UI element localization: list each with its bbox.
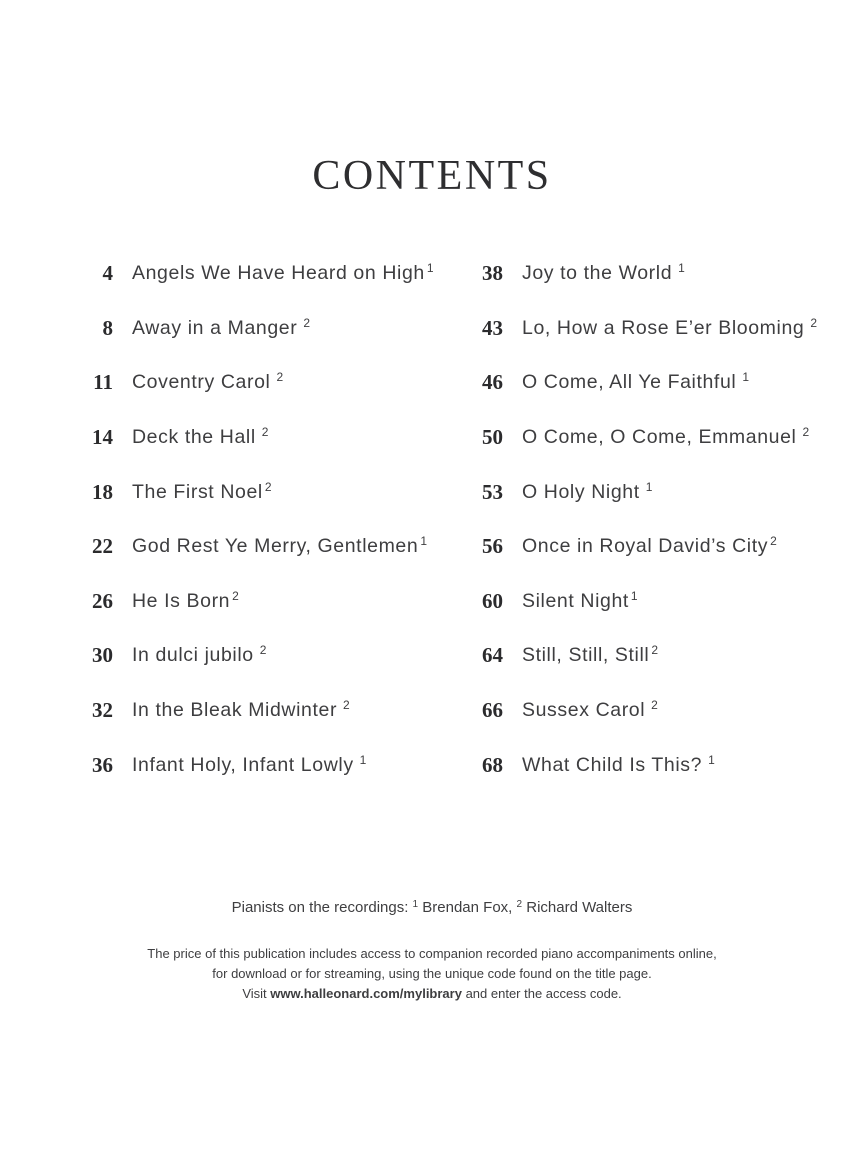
toc-page-number-right: 66 [482,698,503,723]
toc-page-number-right: 60 [482,588,503,613]
toc-song-title-left [132,534,444,559]
library-url-text: www.halleonard.com/mylibrary [270,986,462,1001]
pianist-superscript: 2 [261,424,269,439]
toc-song-title-left [132,643,444,668]
song-title-text: O Come, O Come, Emmanuel [522,425,797,448]
toc-song-title-right [522,370,834,395]
toc-song-title-left [132,425,444,450]
toc-page-number-left: 8 [102,315,113,340]
pianist-2-superscript: 2 [516,899,523,910]
toc-song-title-left [132,698,444,723]
pianist-superscript: 2 [651,643,659,658]
toc-song-title-left [132,589,444,614]
toc-song-title-left [132,261,444,286]
song-title-text: Infant Holy, Infant Lowly [132,753,354,776]
access-note-line-1: The price of this publication includes access to companion recorded piano accompaniments online, [147,946,717,961]
toc-song-title-right [522,425,834,450]
pianists-note [0,899,864,916]
toc-page-number-left: 32 [92,698,113,723]
song-title-text: Joy to the World [522,262,673,284]
toc-page-number-left: 36 [92,752,113,777]
pianist-superscript: 1 [630,588,638,603]
toc-page-number-right: 38 [482,261,503,285]
toc-page-number-right: 53 [482,479,503,504]
pianist-superscript: 1 [708,752,715,767]
song-title-text: Sussex Carol [522,699,646,722]
pianist-superscript: 1 [678,261,685,275]
pianist-superscript: 2 [770,534,777,549]
song-title-text: Still, Still, Still [522,644,650,667]
pianist-superscript: 1 [420,534,428,549]
pianist-superscript: 1 [359,752,367,767]
toc-page-number-left: 26 [92,588,113,613]
page-title: CONTENTS [312,153,552,199]
toc-page-number-right: 46 [482,370,503,395]
song-title-text: He Is Born [132,589,231,612]
toc-song-title-right [522,261,834,286]
toc-page-number-right: 50 [482,424,503,449]
pianist-superscript: 2 [651,698,658,713]
song-title-text: Deck the Hall [132,425,256,448]
toc-page-number-right: 43 [482,315,503,340]
toc-song-title-right [522,753,834,778]
toc-song-title-left [132,370,444,395]
song-title-text: Angels We Have Heard on High [132,262,425,284]
toc-page-number-left: 30 [92,643,113,668]
toc-page-number-left: 4 [102,261,113,285]
song-title-text: O Come, All Ye Faithful [522,371,737,394]
song-title-text: Once in Royal David’s City [522,535,769,558]
toc-song-title-right [522,480,834,505]
toc-song-title-left [132,480,444,505]
pianist-superscript: 2 [232,588,239,603]
toc-page-number-left: 18 [92,479,113,504]
pianist-superscript: 1 [742,370,750,385]
pianist-superscript: 2 [264,479,272,494]
pianist-superscript: 2 [343,698,350,713]
toc-song-title-right [522,643,834,668]
toc-page-number-right: 64 [482,643,503,668]
song-title-text: Lo, How a Rose E’er Blooming [522,316,805,339]
toc-page-number-left: 22 [92,534,113,559]
toc-page-number-right: 68 [482,752,503,777]
access-note [0,944,864,1004]
pianist-superscript: 2 [802,424,810,439]
pianist-superscript: 2 [810,315,818,330]
access-note-line-3 [0,984,864,1004]
song-title-text: The First Noel [132,480,263,503]
toc-page-number-left: 11 [93,370,113,395]
song-title-text: Silent Night [522,589,629,612]
pianist-superscript: 1 [426,261,434,275]
pianist-superscript: 2 [276,370,284,385]
access-note-line-3-prefix: Visit [242,986,271,1001]
toc-grid [73,261,834,807]
song-title-text: In the Bleak Midwinter [132,699,338,722]
song-title-text: God Rest Ye Merry, Gentlemen [132,535,419,558]
pianist-superscript: 1 [645,479,653,494]
song-title-text: Coventry Carol [132,371,271,394]
song-title-text: In dulci jubilo [132,644,254,667]
song-title-text: What Child Is This? [522,753,703,776]
song-title-text: Away in a Manger [132,316,298,339]
pianist-2-name: Richard Walters [522,899,633,916]
pianist-superscript: 2 [303,315,311,330]
toc-page-number-right: 56 [482,534,503,559]
toc-song-title-right [522,316,834,341]
toc-song-title-left [132,753,444,778]
toc-song-title-right [522,534,834,559]
access-note-line-2: for download or for streaming, using the unique code found on the title page. [212,966,652,981]
access-note-line-3-suffix: and enter the access code. [461,986,622,1001]
toc-page-number-left: 14 [92,424,113,449]
pianist-1-superscript: 1 [412,899,419,910]
toc-song-title-left [132,316,444,341]
song-title-text: O Holy Night [522,480,640,503]
toc-song-title-right [522,698,834,723]
pianist-1-name: Brendan Fox, [418,899,517,916]
toc-song-title-right [522,589,834,614]
pianists-note-prefix: Pianists on the recordings: [231,899,413,916]
pianist-superscript: 2 [259,643,267,658]
